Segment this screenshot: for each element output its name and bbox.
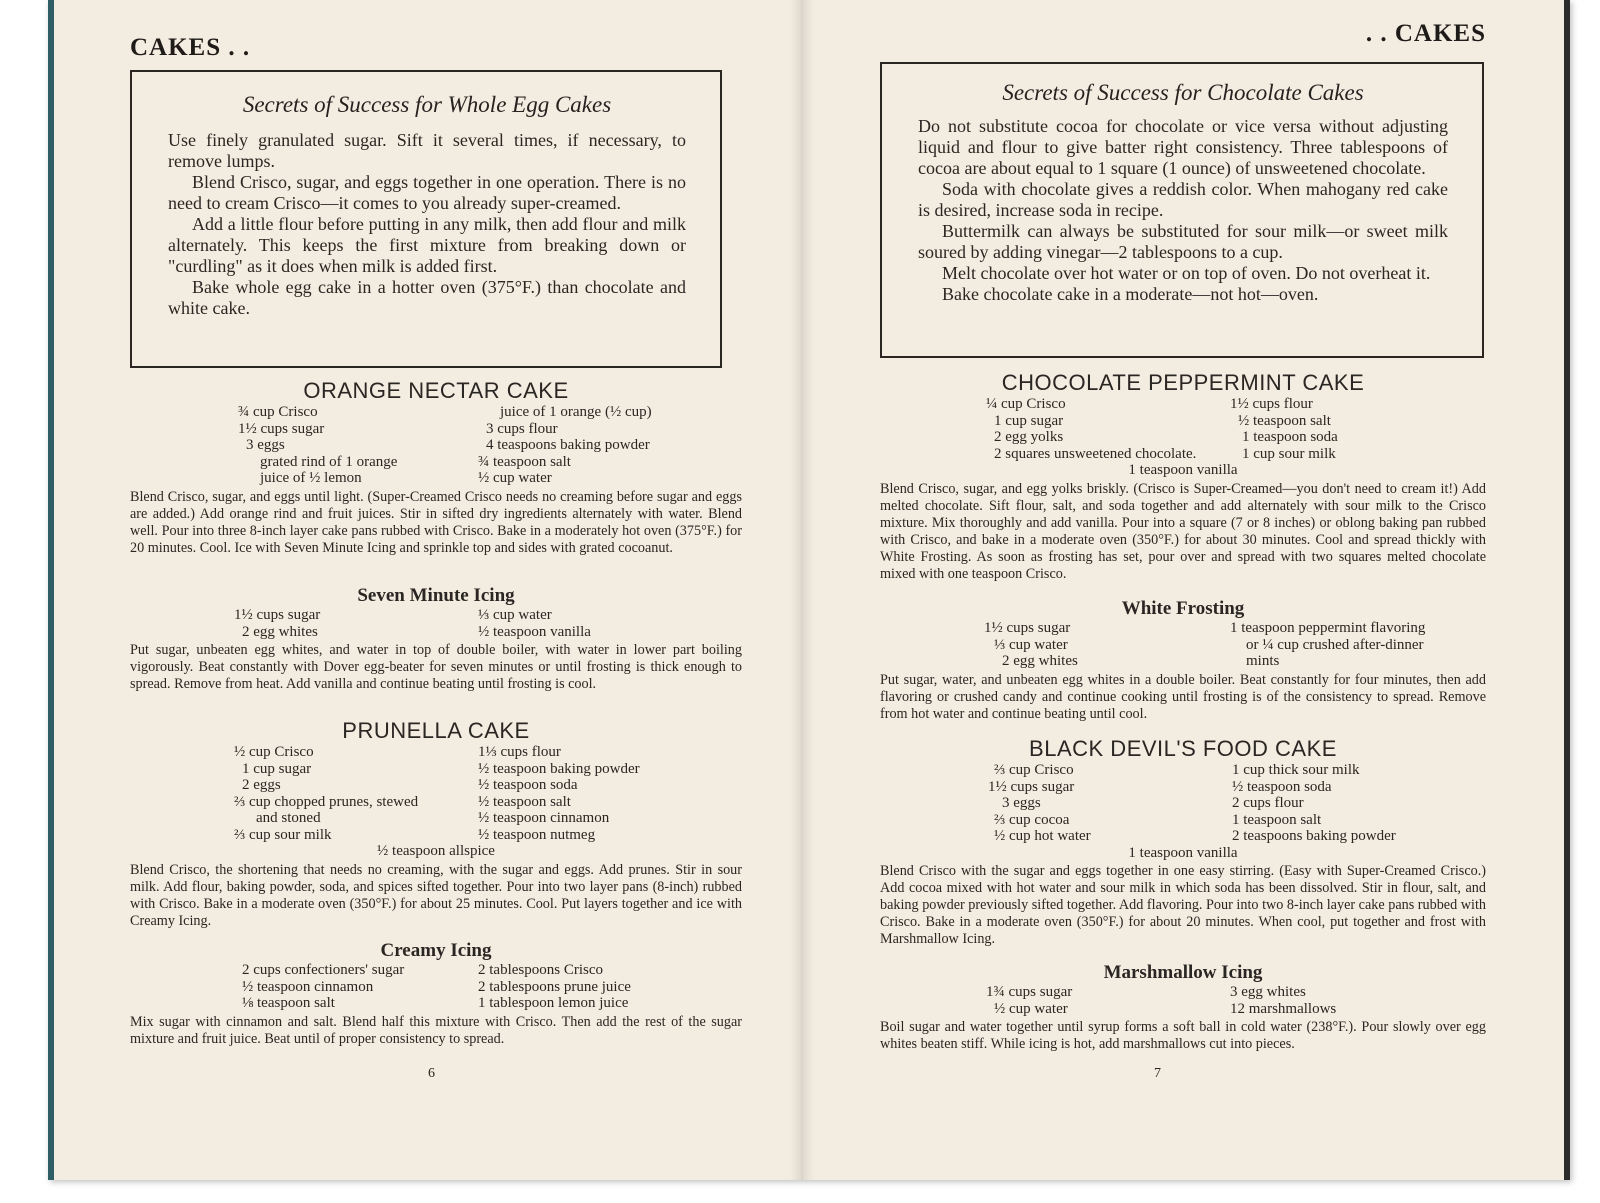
ingredient: 3 egg whites (1230, 984, 1306, 1000)
right-page (880, 0, 1486, 1180)
ingredient: ⅔ cup sour milk (234, 826, 332, 843)
ingredient: ½ teaspoon salt (1238, 412, 1331, 429)
tips-title: Secrets of Success for Whole Egg Cakes (242, 92, 612, 117)
tips-box (130, 70, 722, 368)
ingredient: 2 tablespoons prune juice (478, 978, 631, 995)
ingredient: 2 teaspoons baking powder (1232, 828, 1396, 844)
ingredient: ¾ cup Crisco (238, 404, 318, 420)
tips-title: Secrets of Success for Chocolate Cakes (1002, 80, 1364, 105)
ingredient: 1½ cups flour (1230, 396, 1313, 412)
ingredient-column (234, 744, 478, 843)
ingredient: 2 cups flour (1232, 795, 1304, 811)
ingredient-column (1230, 984, 1336, 1017)
ingredients (880, 620, 1486, 670)
ingredient: ½ teaspoon salt (478, 793, 571, 810)
ingredient-column (1232, 762, 1396, 845)
ingredient: 2 egg whites (1002, 653, 1078, 669)
ingredient: 3 cups flour (486, 420, 558, 437)
ingredient: ⅓ cup water (994, 636, 1068, 653)
book-gutter (790, 0, 814, 1180)
left-page (130, 0, 742, 1180)
recipe-title: Creamy Icing (380, 940, 492, 961)
recipe-method: Put sugar, water, and unbeaten egg whites in a double boiler. Beat constantly for four minutes, then add flavoring or crushed candy and continue cooking until frosting is of the consistency to spread. Remove from hot water and continue beating until cool. (880, 671, 1486, 722)
ingredient: ½ teaspoon cinnamon (242, 978, 374, 995)
recipe-method: Blend Crisco with the sugar and eggs together in one easy stirring. (Easy with Super-Creamed Crisco.) Add cocoa mixed with hot water and sour milk in which soda has been dissolved. Stir in flour, salt, and baking powder previously sifted together. Add flavoring. Pour into two 8-inch layer cake pans rubbed with Crisco. Bake in a moderate oven (350°F.) for about 20 minutes. When cool, put together and frost with Marshmallow Icing. (880, 863, 1486, 947)
ingredient: 1 teaspoon salt (1232, 811, 1322, 828)
ingredient: ½ cup hot water (994, 828, 1091, 844)
tip-paragraph: Use finely granulated sugar. Sift it several times, if necessary, to remove lumps. (168, 130, 686, 171)
ingredient: 1 teaspoon soda (1242, 429, 1338, 445)
tip-paragraph: Buttermilk can always be substituted for sour milk—or sweet milk soured by adding vinegar—2 tablespoons to a cup. (918, 221, 1448, 262)
ingredient: ½ teaspoon vanilla (478, 623, 591, 640)
ingredient: ½ cup Crisco (234, 744, 314, 760)
ingredient: 1 teaspoon peppermint flavoring (1230, 620, 1426, 636)
tip-paragraph: Soda with chocolate gives a reddish color. When mahogany red cake is desired, increase soda in recipe. (918, 179, 1448, 220)
ingredient-column (478, 744, 640, 843)
recipe-title: White Frosting (1121, 598, 1245, 619)
ingredient: 1 teaspoon vanilla (1128, 462, 1238, 478)
ingredient: juice of 1 orange (½ cup) (500, 404, 652, 420)
page-header: . . CAKES (1365, 20, 1486, 47)
recipe-creamy-icing (130, 940, 742, 1048)
tip-paragraph: Bake whole egg cake in a hotter oven (375°F.) than chocolate and white cake. (168, 277, 686, 318)
ingredient: 2 eggs (242, 777, 281, 793)
recipe-white-frosting (880, 598, 1486, 723)
recipe-marshmallow-icing (880, 962, 1486, 1053)
recipe-title: Marshmallow Icing (1103, 962, 1263, 983)
ingredient: juice of ½ lemon (260, 470, 362, 486)
ingredient: 1 cup sugar (994, 412, 1064, 429)
ingredient: ½ cup water (478, 470, 552, 486)
page-number: 7 (1154, 1066, 1161, 1081)
ingredient: ⅔ cup Crisco (994, 762, 1074, 778)
recipe-prunella-cake (130, 718, 742, 930)
recipe-chocolate-peppermint-cake (880, 370, 1486, 583)
ingredient: 1 cup sour milk (1242, 445, 1336, 462)
tips-box (880, 62, 1484, 358)
ingredient-column (234, 607, 478, 640)
ingredient-column (986, 396, 1230, 462)
ingredient: 3 eggs (246, 437, 285, 453)
ingredient: mints (1246, 653, 1280, 669)
ingredient: 1 teaspoon vanilla (1128, 844, 1238, 861)
ingredient: 1½ cups sugar (234, 607, 321, 623)
ingredient-column (984, 620, 1230, 670)
ingredients (130, 744, 742, 843)
ingredient: ⅔ cup cocoa (994, 811, 1070, 828)
tip-paragraph: Do not substitute cocoa for chocolate or vice versa without adjusting liquid and flour to give batter right consistency. Three tablespoons of cocoa are about equal to 1 square (1 ounce) of unsweetened chocolate. (918, 116, 1448, 178)
ingredient: 1½ cups sugar (238, 420, 325, 437)
ingredient-column (986, 984, 1230, 1017)
page-header: CAKES . . (130, 34, 251, 61)
recipe-title: ORANGE NECTAR CAKE (303, 378, 569, 403)
recipe-method: Blend Crisco, sugar, and eggs until light. (Super-Creamed Crisco needs no creaming before sugar and eggs are added.) Add orange rind and fruit juices. Stir in sifted dry ingredients alternately with water. Blend well. Pour into three 8-inch layer cake pans rubbed with Crisco. Bake in a moderately hot oven (375°F.) for 20 minutes. Cool. Ice with Seven Minute Icing and sprinkle top and sides with grated cocoanut. (130, 488, 742, 556)
ingredient-column (1230, 396, 1338, 462)
ingredient: 2 egg whites (242, 623, 318, 640)
ingredient: 2 squares unsweetened chocolate. (994, 445, 1197, 462)
recipe-title: BLACK DEVIL'S FOOD CAKE (1029, 736, 1337, 761)
ingredient: 1½ cups sugar (984, 620, 1071, 636)
recipe-title: CHOCOLATE PEPPERMINT CAKE (1001, 370, 1365, 395)
recipe-method: Mix sugar with cinnamon and salt. Blend half this mixture with Crisco. Then add the rest of the sugar mixture and fruit juice. Beat until of proper consistency to spread. (130, 1013, 742, 1047)
recipe-method: Boil sugar and water together until syrup forms a soft ball in cold water (238°F.). Pour slowly over egg whites beaten stiff. While icing is hot, add marshmallows cut into pieces. (880, 1019, 1486, 1052)
ingredient-column (478, 607, 591, 640)
left-cover-edge (48, 0, 54, 1180)
ingredient: ½ cup water (994, 1000, 1068, 1017)
tip-paragraph: Melt chocolate over hot water or on top of oven. Do not overheat it. (942, 263, 1431, 283)
recipe-title: Seven Minute Icing (357, 585, 515, 606)
ingredient: ½ teaspoon cinnamon (478, 810, 610, 826)
recipe-method: Put sugar, unbeaten egg whites, and water in top of double boiler, with water in lower part boiling vigorously. Beat constantly with Dover egg-beater for seven minutes or until frosting is thick enough to spread. Remove from heat. Add vanilla and continue beating until frosting is cool. (130, 642, 742, 692)
ingredient: 3 eggs (1002, 795, 1041, 811)
ingredient: ½ teaspoon baking powder (478, 760, 640, 777)
ingredient: 1½ cups sugar (988, 778, 1075, 795)
recipe-method: Blend Crisco, the shortening that needs no creaming, with the sugar and eggs. Add prunes. Stir in sour milk. Add flour, baking powder, soda, and spices sifted together. Pour into two layer pans (8-inch) rubbed with Crisco. Bake in a moderate oven (350°F.) for about 25 minutes. Cool. Put layers together and ice with Creamy Icing. (130, 861, 742, 929)
ingredients (130, 404, 742, 487)
recipe-orange-nectar-cake (130, 378, 742, 557)
recipe-black-devils-food-cake (880, 736, 1486, 948)
ingredient: 1⅓ cups flour (478, 744, 561, 760)
right-cover-edge (1564, 0, 1570, 1180)
ingredient: ½ teaspoon allspice (377, 843, 495, 859)
ingredients (130, 607, 742, 640)
ingredient-column (478, 962, 631, 1012)
ingredient: ¼ cup Crisco (986, 396, 1066, 412)
ingredient: 1 cup sugar (242, 760, 312, 777)
ingredient: 4 teaspoons baking powder (486, 437, 650, 453)
ingredient: grated rind of 1 orange (260, 453, 398, 470)
ingredient: ½ teaspoon soda (478, 777, 578, 793)
ingredient: 2 egg yolks (994, 429, 1064, 445)
ingredient: 1 tablespoon lemon juice (478, 995, 629, 1011)
tip-paragraph: Blend Crisco, sugar, and eggs together in one operation. There is no need to cream Crisco—it comes to you already super-creamed. (168, 172, 686, 213)
ingredient: or ¼ cup crushed after-dinner (1246, 636, 1424, 653)
tip-paragraph: Bake chocolate cake in a moderate—not hot—oven. (942, 284, 1319, 304)
page-number: 6 (428, 1066, 435, 1081)
ingredient-column (1230, 620, 1425, 670)
ingredient: 1 cup thick sour milk (1232, 762, 1360, 778)
ingredient: 2 cups confectioners' sugar (242, 962, 405, 978)
ingredients (880, 762, 1486, 845)
ingredients (880, 396, 1486, 462)
ingredient: 2 tablespoons Crisco (478, 962, 603, 978)
ingredient-column (242, 962, 478, 1012)
ingredient: ½ teaspoon soda (1232, 778, 1332, 795)
ingredient-column (238, 404, 478, 487)
ingredient: ⅛ teaspoon salt (242, 995, 335, 1011)
ingredient: ¾ teaspoon salt (478, 453, 571, 470)
recipe-title: PRUNELLA CAKE (342, 718, 530, 743)
ingredient: ⅔ cup chopped prunes, stewed (234, 793, 419, 810)
ingredient: 1¾ cups sugar (986, 984, 1073, 1000)
ingredient: 12 marshmallows (1230, 1000, 1337, 1017)
tip-paragraph: Add a little flour before putting in any milk, then add flour and milk alternately. This keeps the first mixture from breaking down or "curdling" as it does when milk is added first. (168, 214, 686, 276)
ingredients (880, 984, 1486, 1017)
ingredient: ½ teaspoon nutmeg (478, 826, 596, 843)
recipe-seven-minute-icing (130, 585, 742, 693)
ingredient: ⅓ cup water (478, 607, 552, 623)
ingredient: and stoned (256, 810, 321, 826)
ingredient-column (988, 762, 1232, 845)
ingredients (130, 962, 742, 1012)
ingredient-column (478, 404, 652, 487)
recipe-method: Blend Crisco, sugar, and egg yolks briskly. (Crisco is Super-Creamed—you don't need to cream it!) Add melted chocolate. Sift flour, salt, and soda together and add alternately with sour milk to the Crisco mixture. Mix thoroughly and add vanilla. Pour into a square (7 or 8 inches) or oblong baking pan rubbed with Crisco, and bake in a moderate oven (350°F.) for about 30 minutes. Cool and spread thickly with White Frosting. As soon as frosting has set, pour over and spread with two squares melted chocolate mixed with one teaspoon Crisco. (880, 480, 1486, 582)
